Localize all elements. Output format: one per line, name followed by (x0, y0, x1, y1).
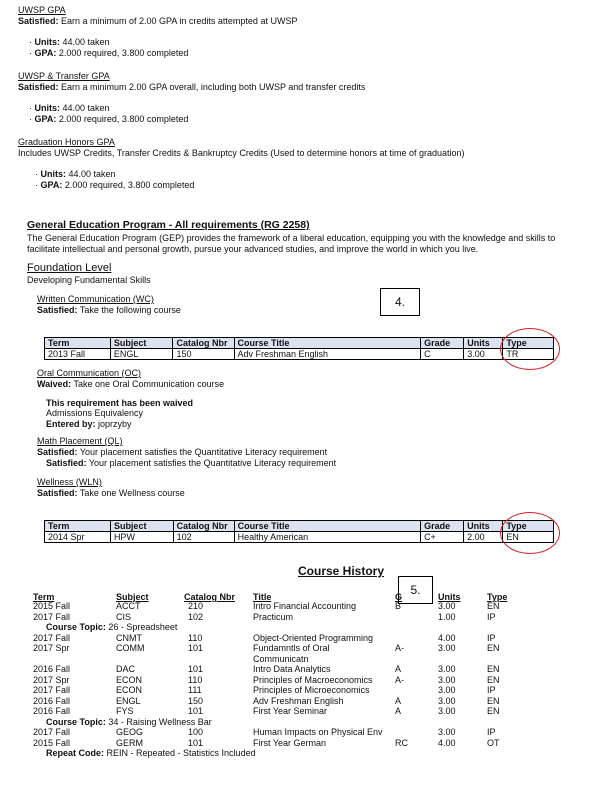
history-cell-term: 2016 Fall (33, 706, 71, 716)
history-header-catalog-nbr: Catalog Nbr (184, 592, 236, 602)
column-header: Type (503, 521, 554, 532)
history-cell-units: 3.00 (438, 643, 456, 653)
table-row (45, 532, 554, 543)
wln-status: Satisfied: Take one Wellness course (37, 488, 185, 498)
gpa-block-title[interactable]: UWSP GPA (18, 5, 66, 15)
column-header: Grade (421, 521, 464, 532)
history-cell-term: 2016 Fall (33, 695, 71, 706)
history-cell-catalog-nbr: 111 (188, 685, 202, 695)
history-cell-catalog-nbr: 100 (188, 727, 204, 737)
waived-reason: Admissions Equivalency (46, 408, 144, 418)
history-cell-title: Practicum (253, 611, 294, 622)
gpa-units: · Units: 44.00 taken (29, 103, 110, 113)
history-cell-title: Intro Financial Accounting (253, 601, 357, 611)
history-cell-grade: A- (395, 643, 404, 653)
history-cell-subject: ECON (116, 674, 143, 685)
history-cell-subject: CNMT (116, 632, 142, 643)
table-cell: 3.00 (464, 349, 503, 360)
history-header-units: Units (438, 592, 461, 602)
table-cell: Healthy American (234, 532, 420, 543)
table-cell: 2013 Fall (45, 349, 111, 360)
history-cell-term: 2017 Spr (33, 643, 70, 653)
history-cell-type: IP (487, 685, 496, 695)
history-cell-type: OT (487, 737, 500, 748)
oc-title[interactable]: Oral Communication (OC) (37, 368, 142, 378)
history-cell-title: Principles of Macroeconomics (253, 674, 373, 685)
red-circle-annotation (500, 512, 560, 554)
history-cell-type: EN (487, 695, 500, 706)
history-cell-catalog-nbr: 210 (188, 601, 204, 611)
gpa-value: · GPA: 2.000 required, 3.800 completed (35, 180, 195, 190)
history-cell-title: Object-Oriented Programming (253, 632, 374, 643)
history-header-grade: G (395, 592, 403, 602)
course-topic: Course Topic: 34 - Raising Wellness Bar (46, 716, 212, 727)
gep-description: The General Education Program (GEP) provides the framework of a liberal education, equipping you with the knowledge and skills to facilitate intellectual and personal growth, pursue your advanced studies, and improve the world in which you live. (27, 233, 556, 254)
column-header: Term (45, 521, 111, 532)
history-cell-grade: A (395, 695, 402, 706)
history-cell-catalog-nbr: 110 (188, 674, 203, 685)
table-cell: C (421, 349, 464, 360)
history-cell-catalog-nbr: 102 (188, 611, 204, 622)
history-cell-title: Intro Data Analytics (253, 664, 331, 674)
table-row (45, 349, 554, 360)
gpa-block-desc: Satisfied: Earn a minimum 2.00 GPA overall, including both UWSP and transfer credits (18, 82, 366, 92)
history-cell-type: IP (487, 611, 496, 622)
history-cell-units: 1.00 (438, 611, 456, 622)
foundation-level-title: Foundation Level (27, 262, 112, 274)
history-cell-term: 2017 Fall (33, 685, 71, 695)
column-header: Catalog Nbr (173, 338, 234, 349)
foundation-level-subtitle: Developing Fundamental Skills (27, 275, 151, 285)
history-cell-term: 2015 Fall (33, 737, 71, 748)
history-cell-grade: A (395, 664, 402, 674)
history-cell-type: EN (487, 643, 500, 653)
ql-status-2: Satisfied: Your placement satisfies the Quantitative Literacy requirement (46, 458, 337, 468)
history-cell-units: 4.00 (438, 737, 456, 748)
history-cell-subject: ACCT (116, 601, 141, 611)
column-header: Course Title (234, 521, 420, 532)
entered-by: Entered by: joprzyby (46, 419, 132, 429)
history-cell-title: Principles of Microeconomics (253, 685, 370, 695)
history-cell-type: EN (487, 601, 500, 611)
history-cell-title: First Year Seminar (253, 706, 328, 716)
waived-title: This requirement has been waived (46, 398, 194, 408)
history-cell-catalog-nbr: 150 (188, 695, 204, 706)
history-cell-title: Human Impacts on Physical Env (253, 727, 383, 737)
ql-title[interactable]: Math Placement (QL) (37, 436, 123, 446)
table-cell: ENGL (110, 349, 173, 360)
history-cell-term: 2017 Fall (33, 632, 71, 643)
gpa-block-desc: Satisfied: Earn a minimum of 2.00 GPA in credits attempted at UWSP (18, 16, 298, 26)
history-header-title: Title (253, 592, 272, 602)
history-header-term: Term (33, 592, 55, 602)
history-cell-term: 2017 Fall (33, 727, 71, 737)
history-cell-grade: A- (395, 674, 404, 685)
column-header: Subject (110, 521, 173, 532)
history-cell-grade: A (395, 706, 402, 716)
column-header: Units (464, 338, 503, 349)
history-cell-catalog-nbr: 110 (188, 632, 203, 643)
history-cell-units: 3.00 (438, 727, 456, 737)
history-header-subject: Subject (116, 592, 149, 602)
history-cell-type: EN (487, 706, 500, 716)
column-header: Grade (421, 338, 464, 349)
history-cell-units: 3.00 (438, 601, 456, 611)
red-circle-annotation (500, 328, 560, 370)
wc-title[interactable]: Written Communication (WC) (37, 294, 154, 304)
column-header: Course Title (234, 338, 421, 349)
course-topic: Course Topic: 26 - Spreadsheet (46, 622, 178, 632)
history-cell-title: First Year German (253, 737, 327, 748)
history-cell-subject: GERM (116, 737, 143, 748)
history-cell-units: 3.00 (438, 695, 456, 706)
ql-status: Satisfied: Your placement satisfies the Quantitative Literacy requirement (37, 447, 328, 457)
history-cell-grade: B (395, 601, 402, 611)
column-header: Subject (110, 338, 173, 349)
history-cell-subject: DAC (116, 664, 136, 674)
table-cell: EN (503, 532, 554, 543)
gpa-value: · GPA: 2.000 required, 3.800 completed (29, 114, 189, 124)
wc-status: Satisfied: Take the following course (37, 305, 181, 315)
table-cell: 150 (173, 349, 234, 360)
history-cell-type: EN (487, 664, 500, 674)
history-cell-subject: COMM (116, 643, 145, 653)
history-cell-subject: GEOG (116, 727, 144, 737)
history-cell-units: 3.00 (438, 674, 456, 685)
history-cell-term: 2016 Fall (33, 664, 71, 674)
history-cell-units: 3.00 (438, 664, 456, 674)
history-cell-catalog-nbr: 101 (188, 643, 204, 653)
history-cell-type: IP (487, 632, 496, 643)
history-header-type: Type (487, 592, 508, 602)
history-cell-type: IP (487, 727, 496, 737)
history-cell-term: 2017 Fall (33, 611, 71, 622)
annotation-box-5: 5. (398, 576, 433, 604)
wln-course-table (44, 520, 554, 543)
history-cell-catalog-nbr: 101 (188, 664, 204, 674)
history-cell-subject: FYS (116, 706, 134, 716)
history-cell-units: 3.00 (438, 685, 456, 695)
history-cell-catalog-nbr: 101 (188, 737, 204, 748)
column-header: Term (45, 338, 111, 349)
course-history-title: Course History (298, 564, 385, 578)
annotation-box-4: 4. (380, 288, 420, 316)
history-cell-term: 2017 Spr (33, 674, 70, 685)
table-cell: Adv Freshman English (234, 349, 421, 360)
history-cell-subject: CIS (116, 611, 132, 622)
column-header: Catalog Nbr (173, 521, 234, 532)
history-cell-units: 3.00 (438, 706, 456, 716)
table-cell: C+ (421, 532, 464, 543)
gpa-value: · GPA: 2.000 required, 3.800 completed (29, 48, 189, 58)
course-topic: Repeat Code: REIN - Repeated - Statistics Included (46, 748, 256, 758)
history-cell-term: 2015 Fall (33, 601, 71, 611)
gpa-units: · Units: 44.00 taken (35, 169, 116, 179)
oc-status: Waived: Take one Oral Communication course (37, 379, 225, 389)
history-cell-title-continued: Communicatn (253, 653, 309, 664)
column-header: Units (464, 521, 503, 532)
history-cell-subject: ENGL (116, 695, 141, 706)
history-cell-grade: RC (395, 737, 408, 748)
history-cell-subject: ECON (116, 685, 143, 695)
gpa-block-desc: Includes UWSP Credits, Transfer Credits & Bankruptcy Credits (Used to determine honors at time of graduation) (18, 148, 465, 158)
gpa-block-title[interactable]: Graduation Honors GPA (18, 137, 115, 147)
table-cell: TR (503, 349, 554, 360)
table-cell: HPW (110, 532, 173, 543)
wln-title[interactable]: Wellness (WLN) (37, 477, 102, 487)
history-cell-type: EN (487, 674, 500, 685)
history-cell-catalog-nbr: 101 (188, 706, 204, 716)
gpa-units: · Units: 44.00 taken (29, 37, 110, 47)
column-header: Type (503, 338, 554, 349)
gep-title: General Education Program - All requirements (RG 2258) (27, 219, 310, 231)
gpa-block-title[interactable]: UWSP & Transfer GPA (18, 71, 110, 81)
history-cell-title: Fundamntls of Oral (253, 643, 330, 653)
table-cell: 102 (173, 532, 234, 543)
table-cell: 2.00 (464, 532, 503, 543)
wc-course-table (44, 337, 554, 360)
history-cell-title: Adv Freshman English (253, 695, 344, 706)
table-cell: 2014 Spr (45, 532, 111, 543)
history-cell-units: 4.00 (438, 632, 456, 643)
